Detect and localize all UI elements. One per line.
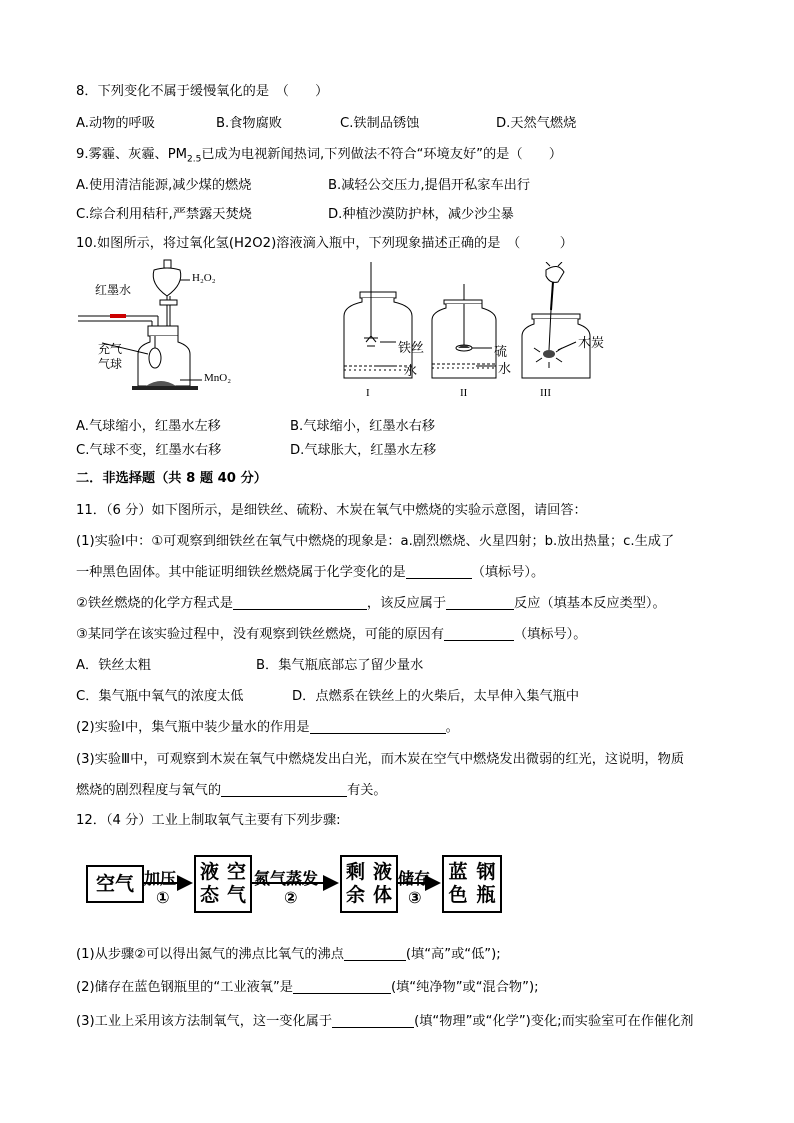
- q10-option-c: C.气球不变，红墨水右移: [76, 443, 222, 458]
- flow-step-3: 储存: [398, 869, 431, 888]
- q11-line-2: 一种黑色固体。其中能证明细铁丝燃烧属于化学变化的是 （填标号）。: [76, 565, 545, 580]
- q10-option-d: D.气球胀大，红墨水左移: [290, 443, 437, 458]
- q11-line-1: (1)实验Ⅰ中：①可观察到细铁丝在氧气中燃烧的现象是：a.剧烈燃烧、火星四射；b.放出热量；c.生成了: [76, 534, 675, 549]
- flow-num-3: ③: [408, 888, 422, 907]
- q11-line-9: 燃烧的剧烈程度与氧气的 有关。: [76, 783, 387, 798]
- q9-stem: 9.雾霾、灰霾、$PM_{2.5}$已成为电视新闻热词,下列做法不符合“环境友好”的是（ ）: [76, 147, 563, 165]
- flow-box-blue-cylinder: 蓝色 钢瓶: [442, 855, 502, 913]
- flow-box-liquid-air: 液态 空气: [194, 855, 252, 913]
- q9-option-a: A.使用清洁能源,减少煤的燃烧: [76, 178, 252, 193]
- sulfur-label: 硫: [494, 345, 508, 360]
- q11-option-d: D．点燃系在铁丝上的火柴后，太早伸入集气瓶中: [292, 689, 580, 704]
- jar-label-1: I: [366, 387, 370, 399]
- flow-box-air: 空气: [86, 865, 144, 903]
- q11-line-7: (2)实验Ⅰ中，集气瓶中装少量水的作用是 。: [76, 720, 459, 735]
- flow-num-2: ②: [284, 888, 298, 907]
- q8-option-d: D.天然气燃烧: [496, 116, 577, 131]
- flow-step-1: 加压: [144, 869, 177, 888]
- q10-stem: 10.如图所示，将过氧化氢(H2O2)溶液滴入瓶中，下列现象描述正确的是 （ ）: [76, 236, 573, 251]
- answer-blank[interactable]: [344, 946, 406, 961]
- iron-wire-label: 铁丝: [398, 341, 425, 356]
- q11-stem: 11．（6 分）如下图所示，是细铁丝、硫粉、木炭在氧气中燃烧的实验示意图，请回答：: [76, 503, 587, 518]
- h2o2-label: H₂O₂: [192, 272, 216, 284]
- q8-stem: 8．下列变化不属于缓慢氧化的是 （ ）: [76, 84, 329, 99]
- flow-box-remaining-liquid: 剩余 液体: [340, 855, 398, 913]
- charcoal-label: 木炭: [578, 336, 605, 351]
- section-heading: 二．非选择题（共 8 题 40 分）: [76, 471, 267, 486]
- q9-option-c: C.综合利用秸秆,严禁露天焚烧: [76, 207, 252, 222]
- flow-num-1: ①: [156, 888, 170, 907]
- q10-option-a: A.气球缩小，红墨水左移: [76, 419, 221, 434]
- q11-line-3: ②铁丝燃烧的化学方程式是 ，该反应属于 反应（填基本反应类型）。: [76, 596, 666, 611]
- q10-option-b: B.气球缩小，红墨水右移: [290, 419, 436, 434]
- q8-option-c: C.铁制品锈蚀: [340, 116, 420, 131]
- q9-option-b: B.减轻公交压力,提倡开私家车出行: [328, 178, 531, 193]
- water-label-2: 水: [498, 362, 512, 377]
- answer-blank[interactable]: [293, 979, 391, 994]
- water-label-1: 水: [404, 364, 418, 379]
- q11-option-b: B．集气瓶底部忘了留少量水: [256, 658, 424, 673]
- jar-label-2: II: [460, 387, 468, 399]
- mno2-label: MnO₂: [204, 372, 232, 384]
- q11-option-c: C．集气瓶中氧气的浓度太低: [76, 689, 244, 704]
- q12-stem: 12．（4 分）工业上制取氧气主要有下列步骤:: [76, 813, 341, 828]
- q11-line-8: (3)实验Ⅲ中，可观察到木炭在氧气中燃烧发出白光，而木炭在空气中燃烧发出微弱的红光，这说明，物质: [76, 752, 685, 767]
- answer-blank[interactable]: [332, 1013, 414, 1028]
- q11-line-4: ③某同学在该实验过程中，没有观察到铁丝燃烧，可能的原因有 （填标号）。: [76, 627, 587, 642]
- q11-option-a: A．铁丝太粗: [76, 658, 151, 673]
- q12-line-2: (2)储存在蓝色钢瓶里的“工业液氧”是 (填“纯净物”或“混合物”);: [76, 980, 539, 995]
- q12-line-1: (1)从步骤②可以得出氮气的沸点比氧气的沸点 (填“高”或“低”);: [76, 947, 501, 962]
- q8-option-a: A.动物的呼吸: [76, 116, 155, 131]
- jar-label-3: III: [540, 387, 551, 399]
- q9-option-d: D.种植沙漠防护林，减少沙尘暴: [328, 207, 514, 222]
- red-ink-label: 红墨水: [95, 283, 132, 297]
- q12-line-3: (3)工业上采用该方法制氧气，这一变化属于 (填“物理”或“化学”)变化;而实验室可在作催化剂: [76, 1014, 694, 1029]
- flow-step-2: 氮气蒸发: [254, 869, 319, 888]
- balloon-label: 充气 气球: [98, 342, 123, 371]
- q8-option-b: B.食物腐败: [216, 116, 282, 131]
